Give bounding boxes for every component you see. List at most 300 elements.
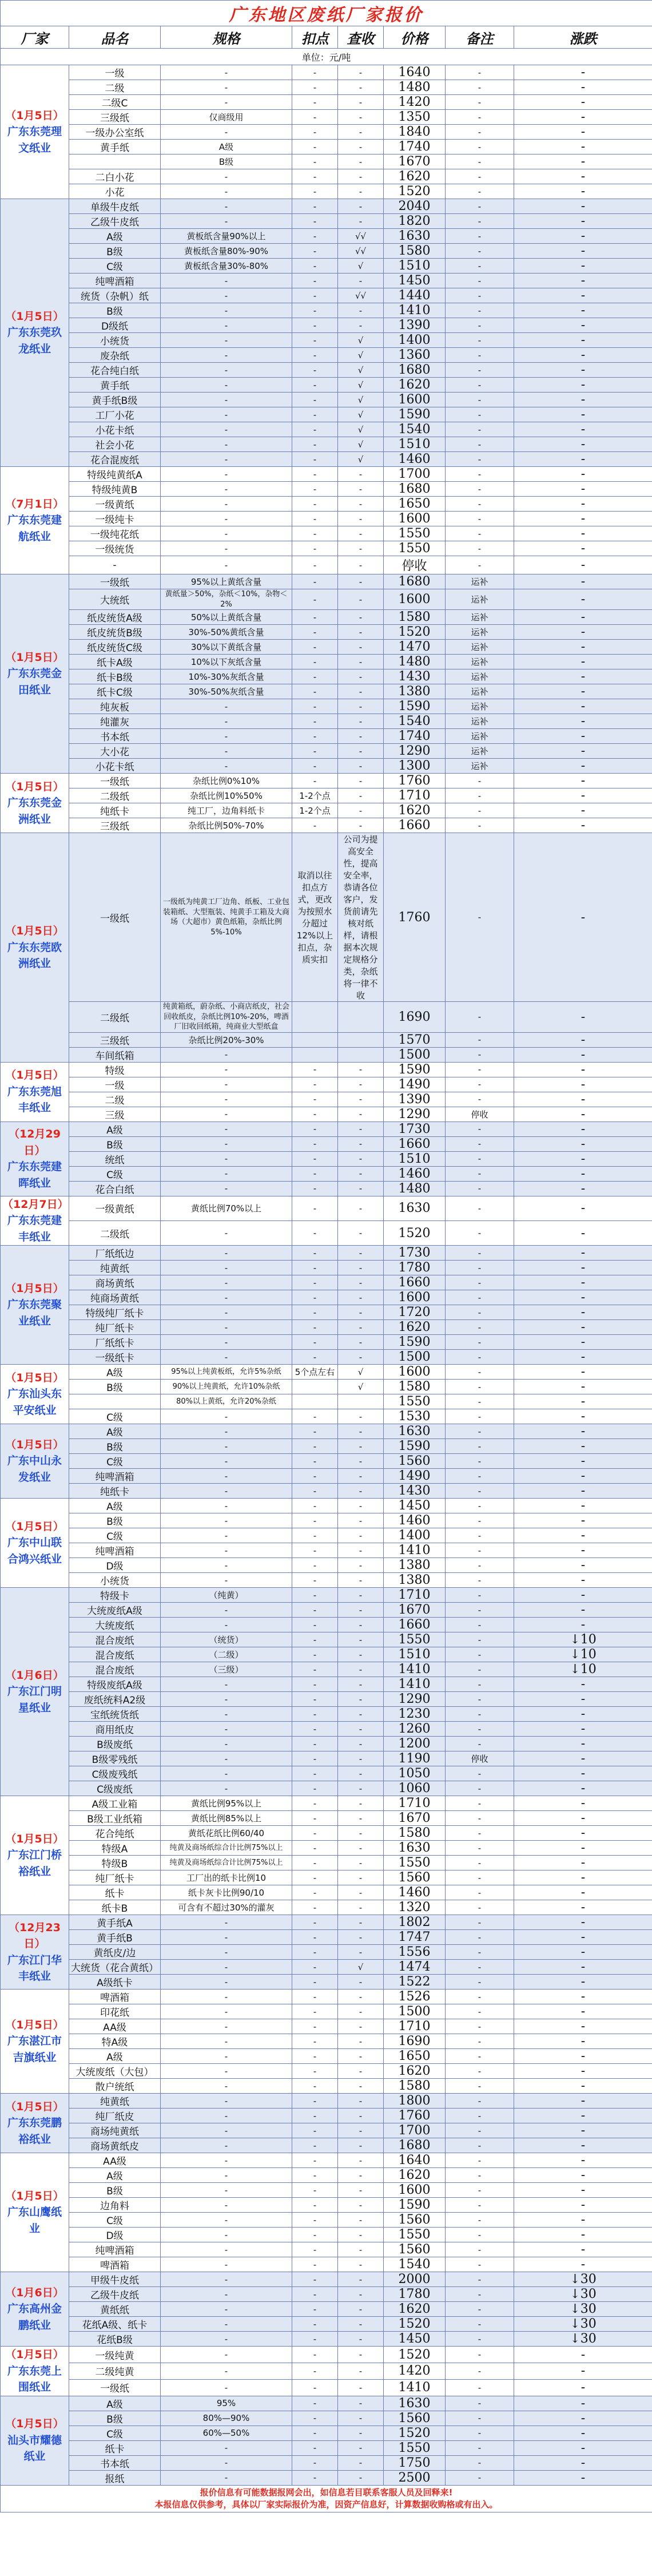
remark-cell: -	[446, 1151, 514, 1166]
remark-cell: -	[446, 1885, 514, 1900]
remark-cell: -	[446, 1632, 514, 1647]
price-cell: 1260	[384, 1722, 446, 1737]
deduction-cell: -	[292, 2426, 338, 2440]
inspection-cell: -	[338, 2317, 384, 2332]
price-cell: 1680	[384, 574, 446, 589]
remark-cell: -	[446, 2257, 514, 2272]
product-cell: 商场黄纸皮	[69, 2138, 161, 2153]
deduction-cell: -	[292, 2272, 338, 2287]
spec-cell: -	[161, 1454, 292, 1469]
remark-cell: -	[446, 2064, 514, 2079]
deduction-cell: -	[292, 497, 338, 512]
remark-cell: -	[446, 1261, 514, 1275]
remark-cell: -	[446, 303, 514, 318]
deduction-cell: -	[292, 1275, 338, 1290]
change-cell: -	[514, 303, 652, 318]
inspection-cell: -	[338, 2183, 384, 2198]
change-cell: -	[514, 2168, 652, 2183]
remark-cell: -	[446, 1365, 514, 1380]
inspection-cell: -	[338, 2347, 384, 2363]
deduction-cell: 1-2个点	[292, 803, 338, 818]
price-cell: 1500	[384, 1047, 446, 1062]
deduction-cell: -	[292, 526, 338, 541]
deduction-cell: -	[292, 2242, 338, 2257]
deduction-cell: -	[292, 244, 338, 259]
deduction-cell: -	[292, 574, 338, 589]
deduction-cell: -	[292, 1781, 338, 1796]
spec-cell: （三级）	[161, 1662, 292, 1677]
price-cell: 1450	[384, 2332, 446, 2347]
price-cell: 1630	[384, 229, 446, 244]
change-cell: -	[514, 125, 652, 140]
factory-cell	[1, 1121, 69, 1196]
deduction-cell: -	[292, 1499, 338, 1513]
deduction-cell: -	[292, 699, 338, 714]
remark-cell: -	[446, 1439, 514, 1454]
product-cell: 统货（杂帆）纸	[69, 288, 161, 303]
spec-cell: -	[161, 1960, 292, 1975]
inspection-cell: -	[338, 1930, 384, 1945]
table-row	[1, 95, 652, 110]
remark-cell: -	[446, 1062, 514, 1077]
factory-name: 广东东莞欧洲纸业	[7, 941, 62, 970]
product-cell: 二级C	[69, 95, 161, 110]
change-cell: -	[514, 2411, 652, 2426]
table-row	[1, 2019, 652, 2034]
factory-cell	[1, 65, 69, 199]
inspection-cell: -	[338, 526, 384, 541]
remark-cell: -	[446, 452, 514, 467]
change-cell: -	[514, 684, 652, 699]
price-cell: 1730	[384, 1246, 446, 1261]
table-row	[1, 574, 652, 589]
deduction-cell: -	[292, 214, 338, 229]
remark-cell: -	[446, 2440, 514, 2455]
price-cell: 1630	[384, 1196, 446, 1220]
product-cell: 三级	[69, 1107, 161, 1121]
price-cell: 1550	[384, 2228, 446, 2242]
remark-cell: -	[446, 1092, 514, 1107]
remark-cell: -	[446, 1275, 514, 1290]
remark-cell: 运补	[446, 589, 514, 610]
inspection-cell: -	[338, 1692, 384, 1707]
product-cell: 特级A	[69, 1841, 161, 1856]
remark-cell: -	[446, 1945, 514, 1960]
remark-cell: -	[446, 2332, 514, 2347]
factory-name: 广东东莞聚业纸业	[7, 1298, 62, 1327]
spec-cell: -	[161, 125, 292, 140]
table-row	[1, 1439, 652, 1454]
change-cell: ↓30	[514, 2272, 652, 2287]
deduction-cell: -	[292, 229, 338, 244]
change-cell: -	[514, 1181, 652, 1196]
price-cell: 1670	[384, 1811, 446, 1826]
inspection-cell: -	[338, 1588, 384, 1603]
change-cell: -	[514, 1275, 652, 1290]
inspection-cell: -	[338, 214, 384, 229]
spec-cell: -	[161, 2079, 292, 2094]
factory-cell	[1, 2153, 69, 2272]
deduction-cell: -	[292, 1454, 338, 1469]
deduction-cell: -	[292, 2317, 338, 2332]
spec-cell: 纯黄箱纸，蔚杂纸、小商店纸皮，社会回收纸皮，杂纸比例10%-20%，啤酒厂旧收回纸箱，纯商业大型纸盒	[161, 1002, 292, 1033]
remark-cell: -	[446, 2034, 514, 2049]
remark-cell: -	[446, 2302, 514, 2317]
factory-cell	[1, 1196, 69, 1246]
change-cell: -	[514, 1107, 652, 1121]
factory-name: 广东东莞旭丰纸业	[7, 1085, 62, 1115]
spec-cell: 杂纸比例20%-30%	[161, 1032, 292, 1047]
remark-cell: -	[446, 65, 514, 80]
inspection-cell: 公司为提高安全性，提高安全率，恭请各位客户，发货前请先核对纸样，请根据本次规定规格分类，杂纸将一律不收	[338, 833, 384, 1002]
price-cell: 1550	[384, 1394, 446, 1409]
price-cell: 1060	[384, 1781, 446, 1796]
change-cell: -	[514, 803, 652, 818]
change-cell: -	[514, 393, 652, 407]
deduction-cell: -	[292, 1990, 338, 2004]
table-row	[1, 1707, 652, 1722]
deduction-cell: -	[292, 437, 338, 452]
change-cell: -	[514, 1543, 652, 1558]
spec-cell: -	[161, 1990, 292, 2004]
change-cell: -	[514, 2213, 652, 2228]
inspection-cell: -	[338, 318, 384, 333]
remark-cell: -	[446, 2317, 514, 2332]
factory-date: （1月6日）	[5, 1669, 64, 1682]
inspection-cell: -	[338, 110, 384, 125]
product-cell: 特级纯黄B	[69, 482, 161, 497]
inspection-cell: -	[338, 759, 384, 774]
table-row	[1, 2213, 652, 2228]
inspection-cell: √√	[338, 244, 384, 259]
inspection-cell: -	[338, 140, 384, 154]
change-cell: -	[514, 1439, 652, 1454]
table-row	[1, 1930, 652, 1945]
inspection-cell: -	[338, 556, 384, 574]
inspection-cell: -	[338, 1335, 384, 1350]
product-cell: 混合废纸	[69, 1647, 161, 1662]
spec-cell: -	[161, 2049, 292, 2064]
remark-cell: -	[446, 1707, 514, 1722]
deduction-cell: -	[292, 1603, 338, 1618]
change-cell: -	[514, 1930, 652, 1945]
spec-cell: -	[161, 1618, 292, 1632]
spec-cell: -	[161, 274, 292, 288]
change-cell: -	[514, 1975, 652, 1990]
remark-cell: -	[446, 1930, 514, 1945]
change-cell: -	[514, 1990, 652, 2004]
deduction-cell: -	[292, 2034, 338, 2049]
product-cell: 三级纸	[69, 1032, 161, 1047]
deduction-cell: -	[292, 2470, 338, 2485]
price-cell: 1560	[384, 2242, 446, 2257]
price-cell: 1720	[384, 1305, 446, 1320]
factory-cell	[1, 1365, 69, 1424]
price-cell: 1700	[384, 467, 446, 482]
spec-cell: 10%-30%灰纸含量	[161, 669, 292, 684]
deduction-cell: -	[292, 2094, 338, 2109]
spec-cell: -	[161, 556, 292, 574]
change-cell: -	[514, 714, 652, 729]
remark-cell: -	[446, 1424, 514, 1439]
product-cell: 一级纯卡	[69, 512, 161, 526]
inspection-cell: -	[338, 2153, 384, 2168]
inspection-cell: -	[338, 744, 384, 759]
table-row	[1, 1454, 652, 1469]
price-cell: 1700	[384, 2123, 446, 2138]
remark-cell: -	[446, 1915, 514, 1930]
remark-cell: -	[446, 1077, 514, 1092]
spec-cell: -	[161, 1136, 292, 1151]
table-row	[1, 2242, 652, 2257]
table-row	[1, 1528, 652, 1543]
spec-cell: 10%以下灰纸含量	[161, 655, 292, 669]
table-row	[1, 2426, 652, 2440]
factory-date: （1月5日）	[5, 1371, 64, 1384]
price-cell: 1420	[384, 95, 446, 110]
price-cell: 1690	[384, 2034, 446, 2049]
deduction-cell: -	[292, 1513, 338, 1528]
inspection-cell: -	[338, 2049, 384, 2064]
remark-cell: -	[446, 333, 514, 348]
product-cell: 宝纸统货纸	[69, 1707, 161, 1722]
price-cell: 1630	[384, 1841, 446, 1856]
factory-cell	[1, 574, 69, 774]
deduction-cell: -	[292, 1841, 338, 1856]
table-row	[1, 2064, 652, 2079]
deduction-cell: -	[292, 110, 338, 125]
table-row	[1, 1469, 652, 1484]
deduction-cell	[292, 1047, 338, 1062]
change-cell: -	[514, 1409, 652, 1424]
inspection-cell: -	[338, 2094, 384, 2109]
deduction-cell: -	[292, 1409, 338, 1424]
factory-date: （12月29日）	[9, 1128, 61, 1157]
table-row	[1, 482, 652, 497]
product-cell: 乙级牛皮纸	[69, 2287, 161, 2302]
inspection-cell: -	[338, 2272, 384, 2287]
factory-name: 广东东莞建丰纸业	[7, 1214, 62, 1243]
deduction-cell: -	[292, 2455, 338, 2470]
factory-cell	[1, 1796, 69, 1915]
remark-cell: -	[446, 2470, 514, 2485]
header-remark: 备注	[446, 26, 514, 49]
table-row	[1, 640, 652, 655]
remark-cell: -	[446, 110, 514, 125]
table-row	[1, 467, 652, 482]
product-cell: A级	[69, 229, 161, 244]
product-cell: 大统废纸	[69, 1618, 161, 1632]
product-cell: D级	[69, 2228, 161, 2242]
inspection-cell: -	[338, 1121, 384, 1136]
change-cell: -	[514, 1528, 652, 1543]
inspection-cell: -	[338, 2168, 384, 2183]
remark-cell: 运补	[446, 699, 514, 714]
factory-name: 广东江门桥裕纸业	[7, 1849, 62, 1878]
inspection-cell: -	[338, 684, 384, 699]
product-cell: 纯纸卡	[69, 1484, 161, 1499]
price-cell: 1840	[384, 125, 446, 140]
product-cell: 啤酒箱	[69, 2257, 161, 2272]
price-cell: 1800	[384, 2094, 446, 2109]
inspection-cell: -	[338, 1107, 384, 1121]
spec-cell: -	[161, 1121, 292, 1136]
spec-cell: 纯黄及商场纸综合计比例75%以上	[161, 1841, 292, 1856]
change-cell: -	[514, 422, 652, 437]
table-row	[1, 1062, 652, 1077]
spec-cell: -	[161, 2272, 292, 2287]
table-row	[1, 625, 652, 640]
price-cell: 1520	[384, 625, 446, 640]
factory-name: 广东湛江市吉旗纸业	[7, 2035, 62, 2064]
change-cell: -	[514, 2019, 652, 2034]
spec-cell: -	[161, 2153, 292, 2168]
remark-cell: -	[446, 803, 514, 818]
product-cell: 黄手纸A	[69, 1915, 161, 1930]
deduction-cell: -	[292, 589, 338, 610]
factory-cell	[1, 1588, 69, 1796]
table-row	[1, 437, 652, 452]
factory-cell	[1, 1499, 69, 1588]
inspection-cell: -	[338, 803, 384, 818]
inspection-cell: -	[338, 2302, 384, 2317]
factory-name: 广东东莞理文纸业	[7, 125, 62, 154]
spec-cell: 黄纸量＞50%，杂纸＜10%，杂物＜2%	[161, 589, 292, 610]
deduction-cell: -	[292, 274, 338, 288]
product-cell: 纯黄纸	[69, 1261, 161, 1275]
change-cell: -	[514, 1900, 652, 1915]
price-cell: 1590	[384, 1439, 446, 1454]
remark-cell: 运补	[446, 744, 514, 759]
remark-cell: -	[446, 1335, 514, 1350]
deduction-cell: -	[292, 541, 338, 556]
spec-cell: -	[161, 1558, 292, 1573]
spec-cell: -	[161, 407, 292, 422]
deduction-cell: -	[292, 1543, 338, 1558]
remark-cell: -	[446, 393, 514, 407]
change-cell: -	[514, 1350, 652, 1365]
inspection-cell: -	[338, 589, 384, 610]
inspection-cell: -	[338, 1305, 384, 1320]
deduction-cell: -	[292, 1766, 338, 1781]
spec-cell: -	[161, 2123, 292, 2138]
spec-cell: -	[161, 1603, 292, 1618]
table-row	[1, 110, 652, 125]
price-cell: 1550	[384, 541, 446, 556]
change-cell: -	[514, 1856, 652, 1870]
inspection-cell: -	[338, 1766, 384, 1781]
spec-cell: -	[161, 2332, 292, 2347]
price-cell: 1510	[384, 259, 446, 274]
table-row	[1, 1275, 652, 1290]
change-cell: -	[514, 2198, 652, 2213]
price-cell: 1740	[384, 140, 446, 154]
price-cell: 1660	[384, 1275, 446, 1290]
deduction-cell: -	[292, 2363, 338, 2380]
remark-cell: -	[446, 1737, 514, 1751]
price-cell: 1520	[384, 2426, 446, 2440]
header-deduction: 扣点	[292, 26, 338, 49]
factory-name: 广东东莞上围纸业	[7, 2364, 62, 2394]
inspection-cell: -	[338, 2228, 384, 2242]
inspection-cell: -	[338, 1900, 384, 1915]
factory-date: （1月5日）	[5, 310, 64, 323]
spec-cell: 黄纸比例95%以上	[161, 1796, 292, 1811]
deduction-cell: -	[292, 1151, 338, 1166]
deduction-cell: -	[292, 2079, 338, 2094]
footer-line-1: 报价信息有可能数据报网会出，如信息若目联系客服人员及回释来!	[200, 2487, 453, 2498]
table-row	[1, 1394, 652, 1409]
product-cell: 小花卡纸	[69, 759, 161, 774]
price-cell: 1190	[384, 1751, 446, 1766]
inspection-cell: -	[338, 1196, 384, 1220]
price-cell: 1300	[384, 759, 446, 774]
spec-cell: 黄纸比例70%以上	[161, 1196, 292, 1220]
table-row	[1, 1047, 652, 1062]
table-row	[1, 1677, 652, 1692]
price-cell: 停收	[384, 556, 446, 574]
product-cell: 黄手纸B	[69, 1930, 161, 1945]
spec-cell: -	[161, 2019, 292, 2034]
change-cell: -	[514, 1751, 652, 1766]
product-cell: 花合白纸	[69, 1181, 161, 1196]
change-cell: -	[514, 2123, 652, 2138]
remark-cell: -	[446, 1677, 514, 1692]
table-row	[1, 2004, 652, 2019]
change-cell: -	[514, 2138, 652, 2153]
factory-date: （1月5日）	[5, 2018, 64, 2031]
deduction-cell: -	[292, 2004, 338, 2019]
product-cell: C级	[69, 259, 161, 274]
deduction-cell: -	[292, 625, 338, 640]
change-cell: -	[514, 1841, 652, 1856]
table-row	[1, 154, 652, 169]
table-row	[1, 288, 652, 303]
price-cell: 1580	[384, 244, 446, 259]
inspection-cell: √	[338, 422, 384, 437]
deduction-cell: -	[292, 65, 338, 80]
remark-cell: -	[446, 1781, 514, 1796]
price-cell: 1580	[384, 610, 446, 625]
header-price: 价格	[384, 26, 446, 49]
deduction-cell: -	[292, 1647, 338, 1662]
product-cell: 混合废纸	[69, 1632, 161, 1647]
change-cell: -	[514, 1960, 652, 1975]
change-cell: -	[514, 1136, 652, 1151]
price-cell: 1670	[384, 154, 446, 169]
product-cell: B级废纸	[69, 1737, 161, 1751]
deduction-cell: -	[292, 2168, 338, 2183]
inspection-cell: -	[338, 1603, 384, 1618]
deduction-cell: -	[292, 512, 338, 526]
spec-cell: A级	[161, 140, 292, 154]
product-cell: 大统纸	[69, 589, 161, 610]
table-row	[1, 1885, 652, 1900]
deduction-cell: -	[292, 2049, 338, 2064]
change-cell: -	[514, 669, 652, 684]
table-row	[1, 1766, 652, 1781]
change-cell: -	[514, 1707, 652, 1722]
inspection-cell: -	[338, 714, 384, 729]
table-row	[1, 318, 652, 333]
factory-name: 广东东莞建晖纸业	[7, 1160, 62, 1190]
spec-cell: -	[161, 2094, 292, 2109]
remark-cell: 运补	[446, 669, 514, 684]
change-cell: -	[514, 1365, 652, 1380]
remark-cell: -	[446, 1722, 514, 1737]
spec-cell: （二级）	[161, 1647, 292, 1662]
table-row	[1, 1945, 652, 1960]
